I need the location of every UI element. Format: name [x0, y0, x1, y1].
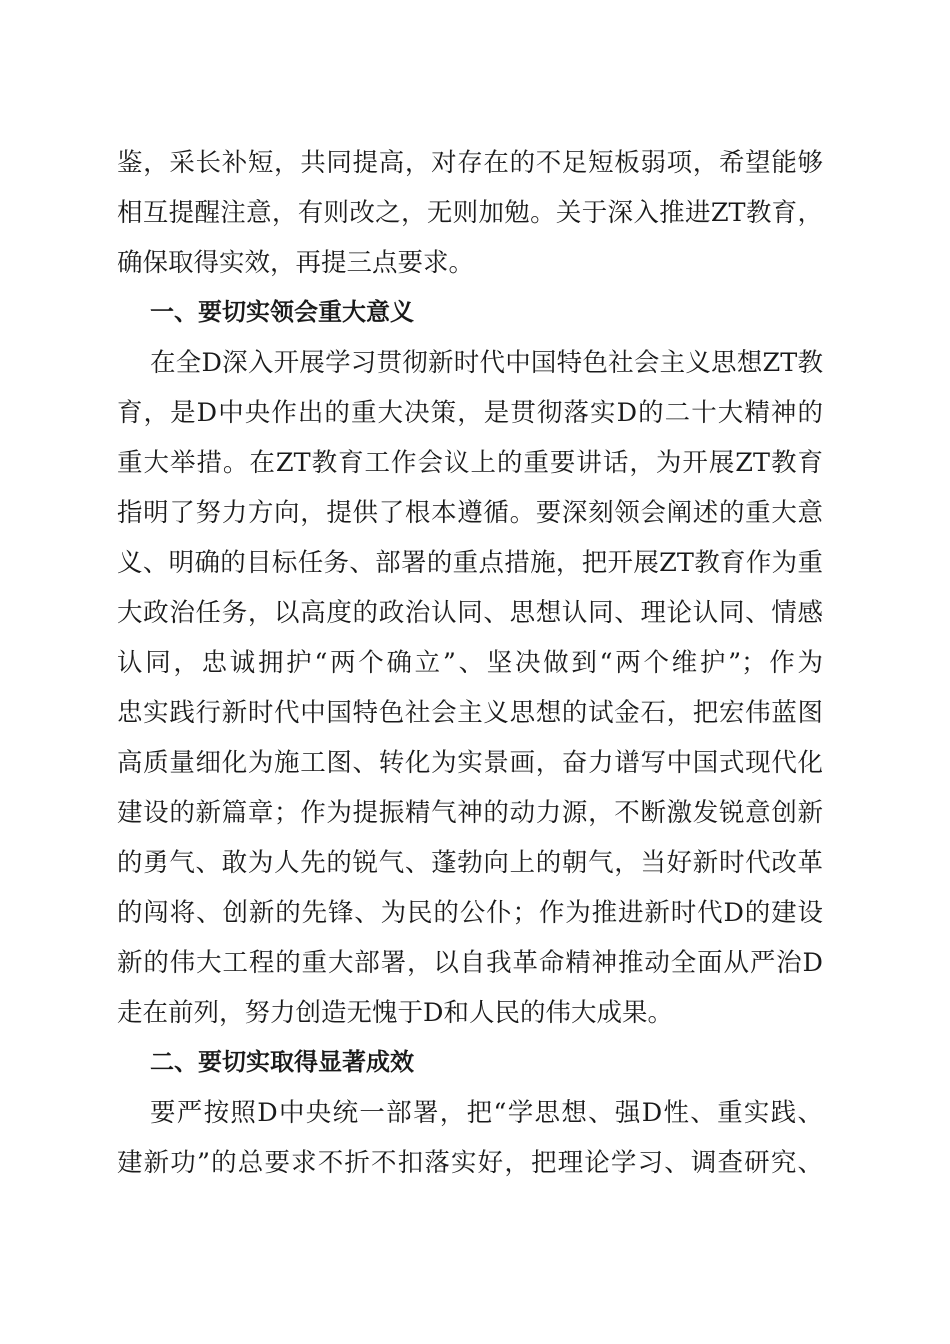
body-text-line: 建新功”的总要求不折不扣落实好，把理论学习、调查研究、: [117, 1148, 823, 1178]
body-text-line: 新的伟大工程的重大部署，以自我革命精神推动全面从严治D: [117, 948, 823, 978]
body-text-line: 的闯将、创新的先锋、为民的公仆；作为推进新时代D的建设: [117, 898, 823, 928]
body-text-line: 鉴，采长补短，共同提高，对存在的不足短板弱项，希望能够: [117, 148, 823, 178]
body-text-line: 建设的新篇章；作为提振精气神的动力源，不断激发锐意创新: [117, 798, 823, 828]
body-text-line: 走在前列，努力创造无愧于D和人民的伟大成果。: [117, 998, 673, 1028]
body-text-line: 在全D深入开展学习贯彻新时代中国特色社会主义思想ZT教: [150, 348, 823, 378]
body-text-line: 重大举措。在ZT教育工作会议上的重要讲话，为开展ZT教育: [117, 448, 823, 478]
section-heading-2: 二、要切实取得显著成效: [150, 1048, 414, 1076]
body-text-line: 相互提醒注意，有则改之，无则加勉。关于深入推进ZT教育，: [117, 198, 823, 228]
body-text-line: 大政治任务，以高度的政治认同、思想认同、理论认同、情感: [117, 598, 823, 628]
body-text-line: 确保取得实效，再提三点要求。: [117, 248, 475, 278]
body-text-line: 要严按照D中央统一部署，把“学思想、强D性、重实践、: [150, 1098, 823, 1128]
body-text-line: 的勇气、敢为人先的锐气、蓬勃向上的朝气，当好新时代改革: [117, 848, 823, 878]
section-heading-1: 一、要切实领会重大意义: [150, 298, 414, 326]
body-text-line: 认同，忠诚拥护“两个确立”、坚决做到“两个维护”；作为: [117, 648, 823, 678]
body-text-line: 高质量细化为施工图、转化为实景画，奋力谱写中国式现代化: [117, 748, 823, 778]
body-text-line: 义、明确的目标任务、部署的重点措施，把开展ZT教育作为重: [117, 548, 823, 578]
body-text-line: 忠实践行新时代中国特色社会主义思想的试金石，把宏伟蓝图: [117, 698, 823, 728]
body-text-line: 指明了努力方向，提供了根本遵循。要深刻领会阐述的重大意: [117, 498, 823, 528]
body-text-line: 育，是D中央作出的重大决策，是贯彻落实D的二十大精神的: [117, 398, 823, 428]
